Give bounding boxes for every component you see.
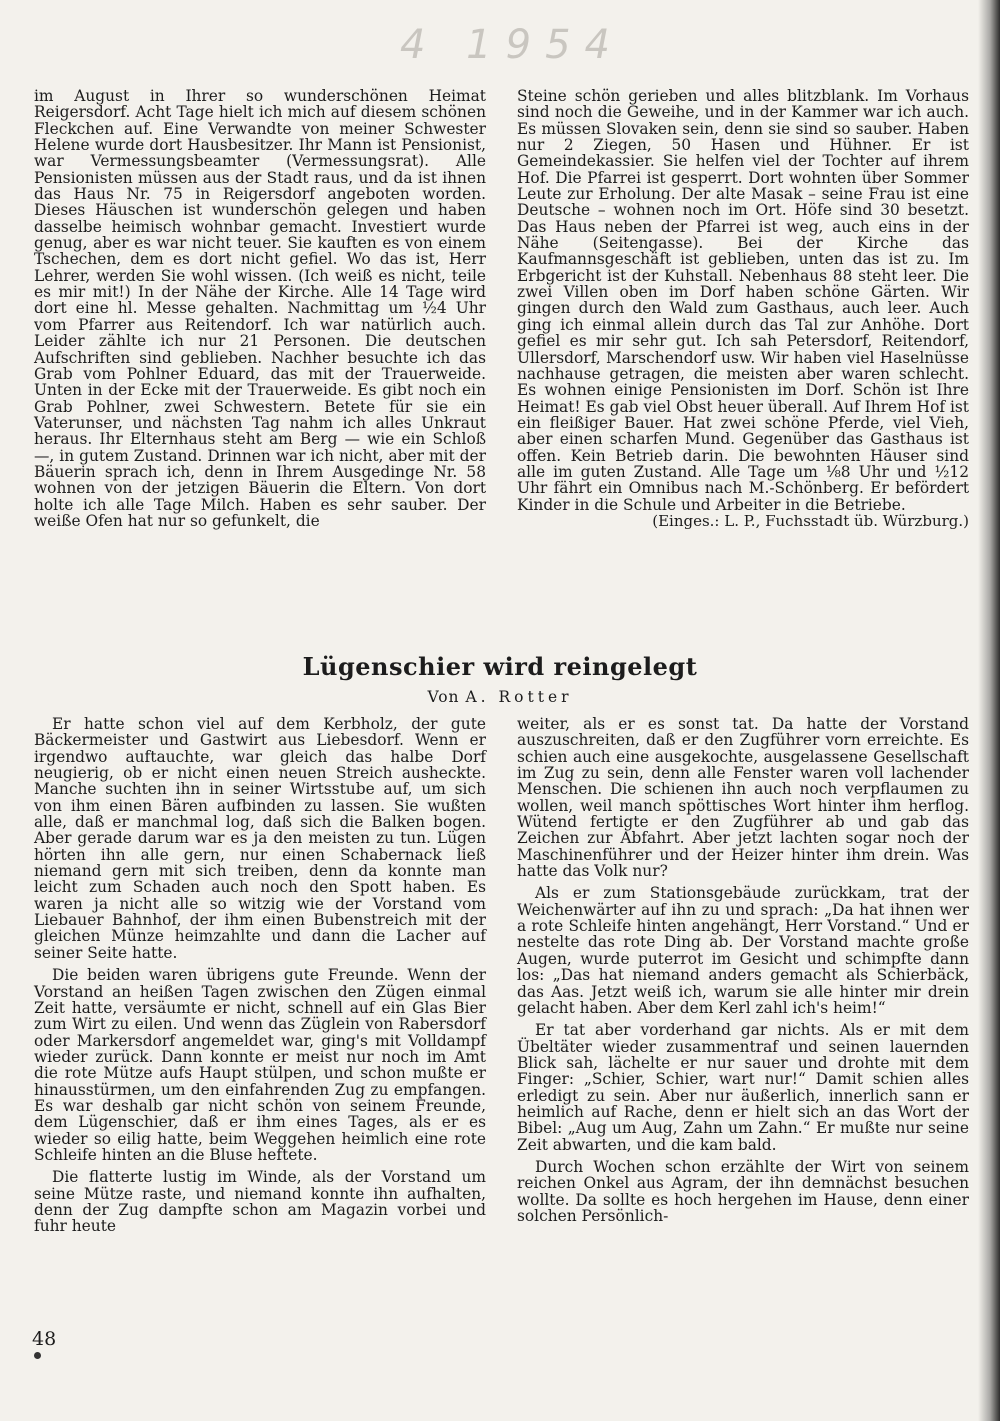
paragraph: Die flatterte lustig im Winde, als der Vorstand um seine Mütze raste, und niemand konnte ihn aufhalten, denn der Zug dampfte schon am Magazin vorbei und fuhr heute	[34, 1168, 486, 1236]
article-right-column	[517, 716, 969, 1224]
byline-author: A. Rotter	[465, 688, 573, 706]
byline-prefix: Von	[427, 688, 460, 706]
paragraph: Steine schön gerieben und alles blitzblank. Im Vorhaus sind noch die Geweihe, und in der Kammer war ich auch. Es müssen Slovaken sein, denn sie sind so sauber. Haben nur 2 Ziegen, 50 Hasen und Hühner. Er ist Gemeindekassier. Sie helfen viel der Tochter auf ihrem Hof. Die Pfarrei ist gesperrt. Dort wohnten über Sommer Leute zur Erholung. Der alte Masak – seine Frau ist eine Deutsche – wohnen noch im Ort. Höfe sind 30 besetzt. Das Haus neben der Pfarrei ist weg, auch eins in der Nähe (Seitengasse). Bei der Kirche das Kaufmannsgeschäft ist geblieben, unten das ist zu. Im Erbgericht ist der Kuhstall. Nebenhaus 88 steht leer. Die zwei Villen oben im Dorf haben schöne Gärten. Wir gingen durch den Wald zum Gasthaus, auch leer. Auch ging ich einmal allein durch das Tal zur Anhöhe. Dort gefiel es mir sehr gut. Ich sah Petersdorf, Reitendorf, Ullersdorf, Marschendorf usw. Wir haben viel Haselnüsse nachhause getragen, die meisten aber waren schlecht. Es wohnen einige Pensionisten im Dorf. Schön ist Ihre Heimat! Es gab viel Obst heuer überall. Auf Ihrem Hof ist ein fleißiger Bauer. Hat zwei schöne Pferde, viel Vieh, aber einen scharfen Mund. Gegenüber das Gasthaus ist offen. Kein Betrieb darin. Die bewohnten Häuser sind alle im guten Zustand. Alle Tage um ⅛8 Uhr und ½12 Uhr fährt ein Omnibus nach M.-Schönberg. Er befördert Kinder in die Schule und Arbeiter in die Betriebe.	[517, 87, 969, 514]
paragraph: im August in Ihrer so wunderschönen Heimat Reigersdorf. Acht Tage hielt ich mich auf diesem schönen Fleckchen auf. Eine Verwandte von meiner Schwester Helene wurde dort Hausbesitzer. Ihr Mann ist Pensionist, war Vermessungsbeamter (Vermessungsrat). Alle Pensionisten müssen aus der Stadt raus, und da ist ihnen das Haus Nr. 75 in Reigersdorf angeboten worden. Dieses Häuschen ist wunderschön gelegen und haben dasselbe heimisch wohnbar gemacht. Investiert wurde genug, aber es war nicht teuer. Sie kauften es von einem Tschechen, dem es dort nicht gefiel. Wo das ist, Herr Lehrer, werden Sie wohl wissen. (Ich weiß es nicht, teile es mir mit!) In der Nähe der Kirche. Alle 14 Tage wird dort eine hl. Messe gehalten. Nachmittag um ½4 Uhr vom Pfarrer aus Reitendorf. Ich war natürlich auch. Leider zählte ich nur 21 Personen. Die deutschen Aufschriften sind geblieben. Nachher besuchte ich das Grab vom Pohlner Eduard, das mit der Trauerweide. Unten in der Ecke mit der Trauerweide. Es gibt noch ein Grab Pohlner, zwei Schwestern. Betete für sie ein Vaterunser, und nächsten Tag nahm ich alles Unkraut heraus. Ihr Elternhaus steht am Berg — wie ein Schloß —, in gutem Zustand. Drinnen war ich nicht, aber mit der Bäuerin sprach ich, denn in Ihrem Ausgedinge Nr. 58 wohnen von der jetzigen Bäuerin die Eltern. Von dort holte ich alle Tage Milch. Haben es sehr sauber. Der weiße Ofen hat nur so gefunkelt, die	[34, 87, 486, 530]
letter-signature: (Einges.: L. P., Fuchsstadt üb. Würzburg.)	[652, 511, 969, 530]
previous-article-left-column	[34, 88, 486, 529]
page-number: 48	[32, 1328, 57, 1350]
paragraph: Durch Wochen schon erzählte der Wirt von seinem reichen Onkel aus Agram, der ihn demnächst besuchen wollte. Da sollte es hoch hergehen im Hause, denn einer solchen Persönlich-	[517, 1157, 969, 1225]
paragraph: weiter, als er es sonst tat. Da hatte der Vorstand auszuschreiten, daß er den Zugführer vorn erreichte. Es schien auch eine ausgekochte, ausgelassene Gesellschaft im Zug zu sein, denn alle Fenster waren voll lachender Menschen. Die schienen ihn auch noch verpflaumen zu wollen, weil manch spöttisches Wort hinter ihm herflog. Wütend fertigte er den Zugführer ab und gab das Zeichen zur Abfahrt. Aber jetzt lachten sogar noch der Maschinenführer und der Heizer hinter ihm drein. Was hatte das Volk nur?	[517, 715, 969, 881]
ink-dot	[34, 1352, 41, 1359]
paragraph: Als er zum Stationsgebäude zurückkam, trat der Weichenwärter auf ihn zu und sprach: „Da hat ihnen wer a rote Schleife hinten angehängt, Herr Vorstand.“ Und er nestelte das rote Ding ab. Der Vorstand machte große Augen, wurde puterrot im Gesicht und schimpfte dann los: „Das hat niemand anders gemacht als Schierbäck, das Aas. Jetzt weiß ich, warum sie alle hinter mir drein gelacht haben. Aber dem Kerl zahl ich's heim!“	[517, 884, 969, 1017]
scan-shadow-edge	[978, 0, 1000, 1421]
article-byline	[0, 688, 1000, 706]
previous-article-right-column	[517, 88, 969, 529]
article-left-column	[34, 716, 486, 1235]
handwritten-date-note: 4 1954	[400, 22, 624, 68]
paragraph: Die beiden waren übrigens gute Freunde. Wenn der Vorstand an heißen Tagen zwischen den Zügen einmal Zeit hatte, versäumte er nicht, schnell auf ein Glas Bier zum Wirt zu eilen. Und wenn das Züglein von Rabersdorf oder Markersdorf angemeldet war, ging's mit Volldampf wieder zurück. Dann konnte er meist nur noch im Amt die rote Mütze aufs Haupt stülpen, und schon mußte er hinausstürmen, um den einfahrenden Zug zu empfangen. Es war deshalb gar nicht schön von seinem Freunde, dem Lügenschier, daß er ihm eines Tages, als er es wieder so eilig hatte, beim Weggehen heimlich eine rote Schleife hinten an die Bluse heftete.	[34, 966, 486, 1164]
paragraph: Er tat aber vorderhand gar nichts. Als er mit dem Übeltäter wieder zusammentraf und seinen lauernden Blick sah, lächelte er nur sauer und drohte mit dem Finger: „Schier, Schier, wart nur!“ Damit schien alles erledigt zu sein. Aber nur äußerlich, innerlich sann er heimlich auf Rache, denn er hielt sich an das Wort der Bibel: „Aug um Aug, Zahn um Zahn.“ Er mußte nur seine Zeit abwarten, und die kam bald.	[517, 1021, 969, 1154]
article-title: Lügenschier wird reingelegt	[302, 652, 698, 681]
paragraph: Er hatte schon viel auf dem Kerbholz, der gute Bäckermeister und Gastwirt aus Liebesdorf. Wenn er irgendwo auftauchte, war gleich das halbe Dorf neugierig, ob er nicht einen neuen Streich ausheckte. Manche suchten ihn in seiner Wirtsstube auf, um sich von ihm einen Bären aufbinden zu lassen. Sie wußten alle, daß er manchmal log, daß sich die Balken bogen. Aber gerade darum war es ja den meisten zu tun. Lügen hörten ihn alle gern, nur einen Schabernack ließ niemand gern mit sich treiben, denn da konnte man leicht zum Schaden auch noch den Spott haben. Es waren ja nicht alle so witzig wie der Vorstand vom Liebauer Bahnhof, der ihm einen Bubenstreich mit der gleichen Münze heimzahlte und dann die Lacher auf seiner Seite hatte.	[34, 715, 486, 962]
